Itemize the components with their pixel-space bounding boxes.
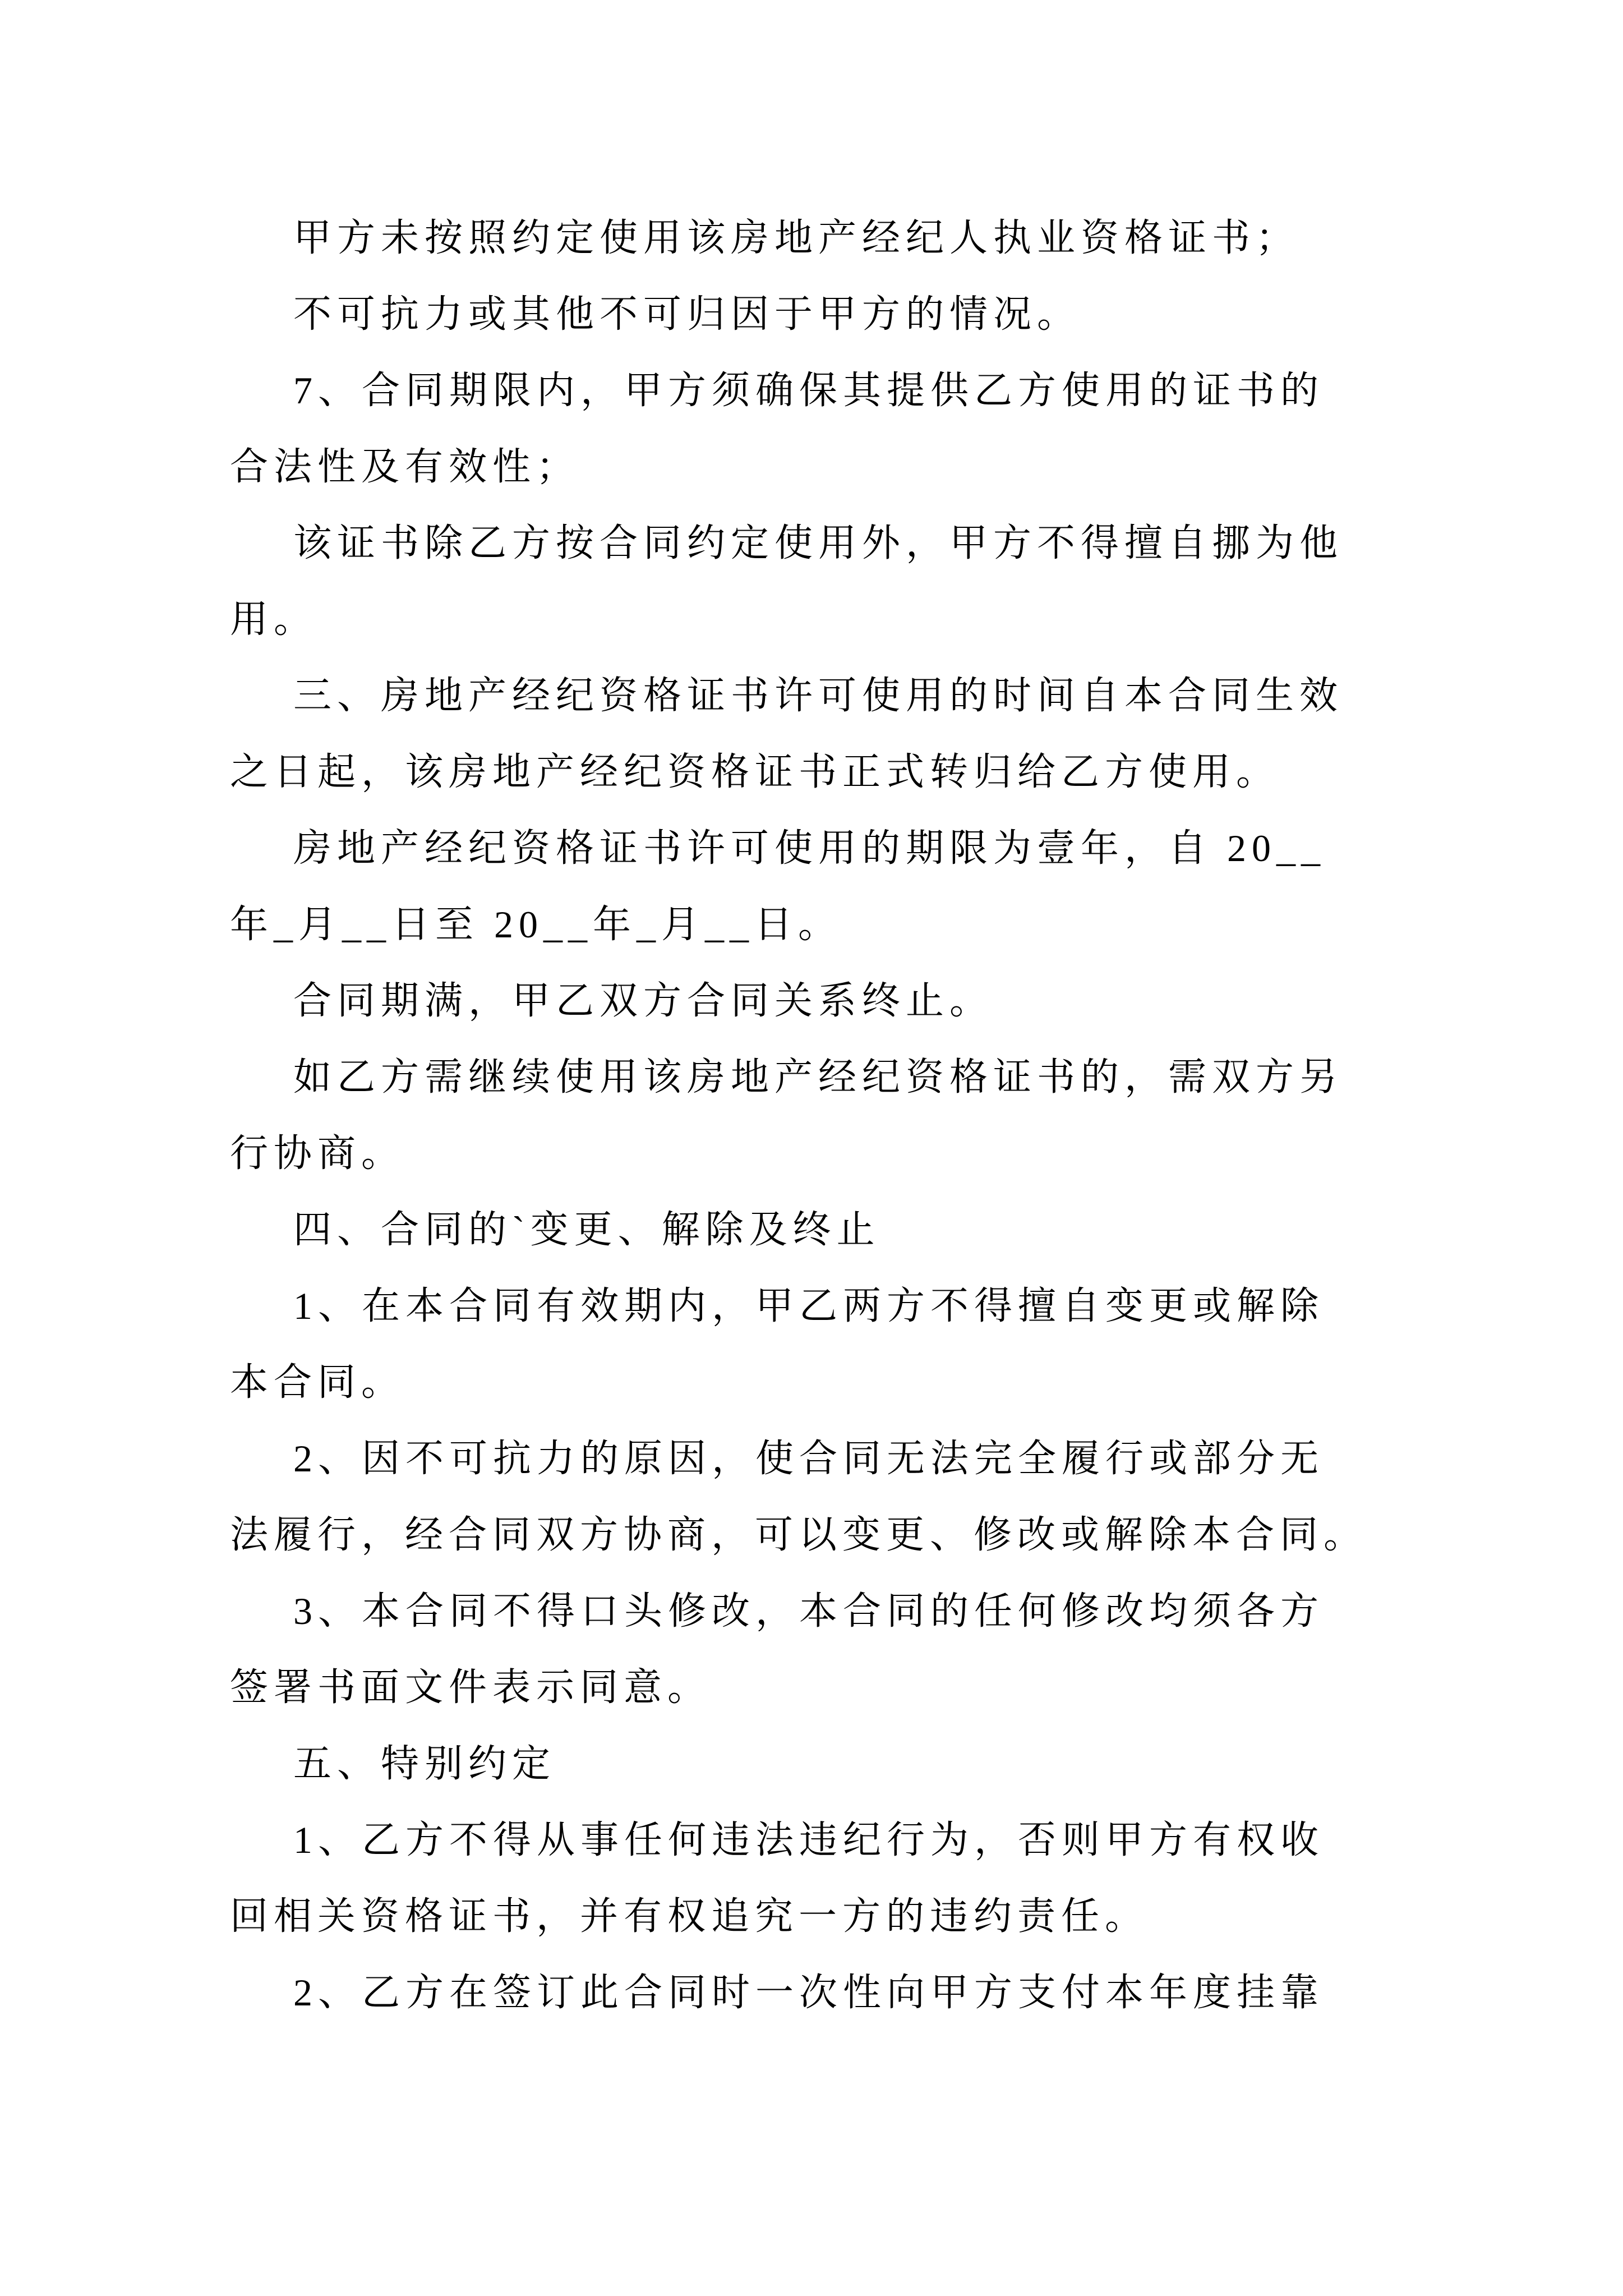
text-line: 1、乙方不得从事任何违法违纪行为，否则甲方有权收 <box>293 1819 1325 1861</box>
text-line: 不可抗力或其他不可归因于甲方的情况。 <box>293 293 1081 335</box>
text-line: 用。 <box>230 598 318 641</box>
text-line: 1、在本合同有效期内，甲乙两方不得擅自变更或解除 <box>293 1285 1325 1327</box>
text-line: 房地产经纪资格证书许可使用的期限为壹年，自 20__ <box>293 827 1326 869</box>
text-line: 2、因不可抗力的原因，使合同无法完全履行或部分无 <box>293 1437 1325 1480</box>
document-text-block <box>230 200 1419 2031</box>
text-line: 合法性及有效性； <box>230 445 580 488</box>
text-line: 本合同。 <box>230 1361 405 1404</box>
text-line: 年_月__日至 20__年_月__日。 <box>230 903 842 946</box>
text-line: 行协商。 <box>230 1132 405 1175</box>
text-line: 四、合同的`变更、解除及终止 <box>293 1208 880 1251</box>
text-line: 2、乙方在签订此合同时一次性向甲方支付本年度挂靠 <box>293 1971 1325 2014</box>
text-line: 7、合同期限内，甲方须确保其提供乙方使用的证书的 <box>293 369 1325 412</box>
text-line: 签署书面文件表示同意。 <box>230 1666 712 1709</box>
text-line: 如乙方需继续使用该房地产经纪资格证书的，需双方另 <box>293 1056 1344 1098</box>
text-line: 合同期满，甲乙双方合同关系终止。 <box>293 979 994 1022</box>
text-line: 三、房地产经纪资格证书许可使用的时间自本合同生效 <box>293 674 1344 717</box>
text-line: 该证书除乙方按合同约定使用外，甲方不得擅自挪为他 <box>293 522 1344 564</box>
text-line: 甲方未按照约定使用该房地产经纪人执业资格证书； <box>293 217 1300 259</box>
text-line: 法履行，经合同双方协商，可以变更、修改或解除本合同。 <box>230 1513 1368 1556</box>
text-line: 回相关资格证书，并有权追究一方的违约责任。 <box>230 1895 1149 1938</box>
text-line: 之日起，该房地产经纪资格证书正式转归给乙方使用。 <box>230 751 1280 793</box>
text-line: 3、本合同不得口头修改，本合同的任何修改均须各方 <box>293 1590 1325 1632</box>
text-line: 五、特别约定 <box>293 1742 556 1785</box>
